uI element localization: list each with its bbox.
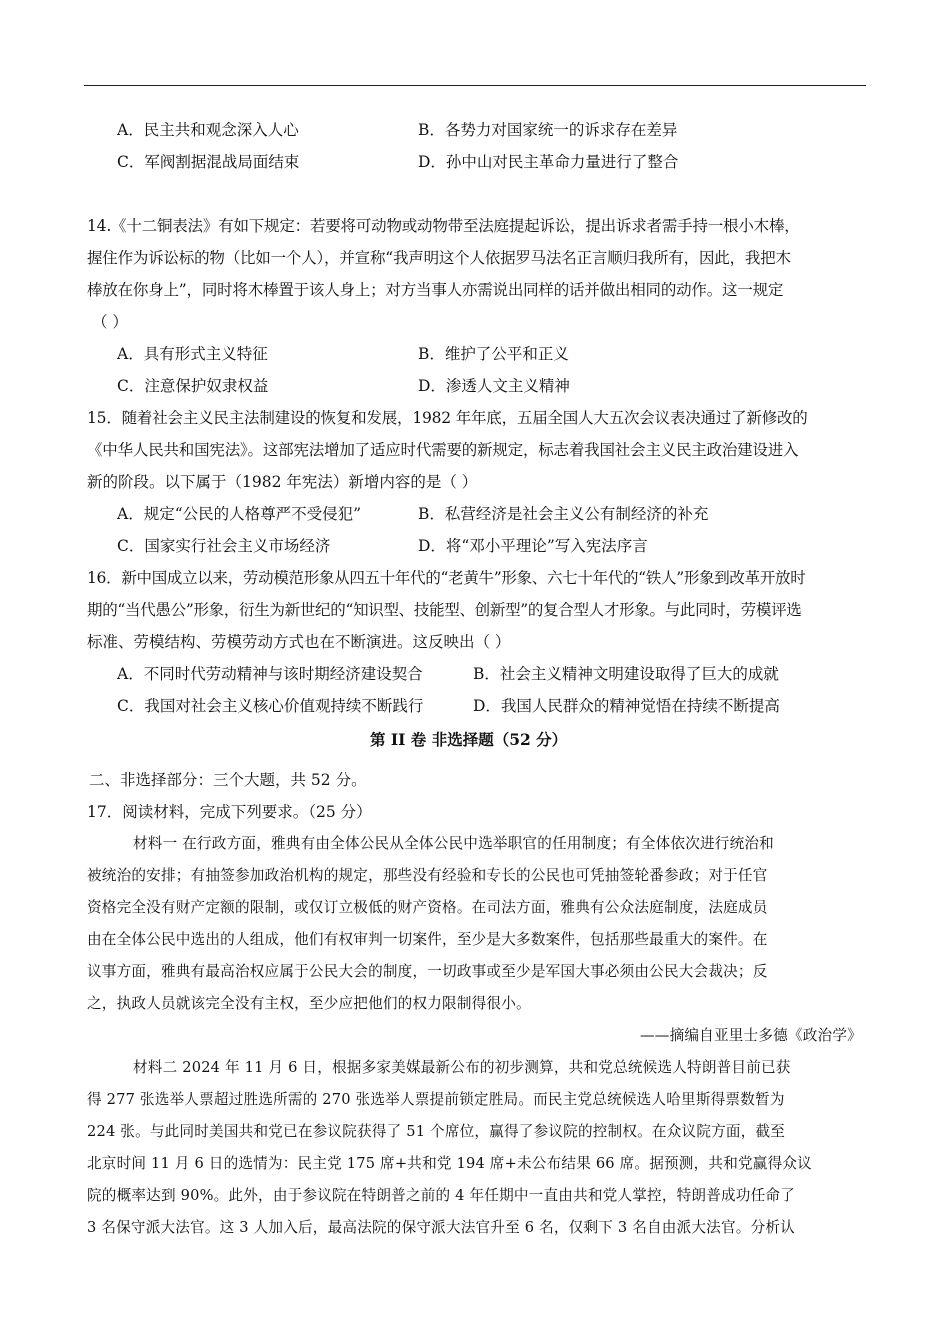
q15-option-b: B．私营经济是社会主义公有制经济的补充 xyxy=(418,505,709,523)
q13-option-a: A．民主共和观念深入人心 xyxy=(117,121,299,139)
q16-option-b: B．社会主义精神文明建设取得了巨大的成就 xyxy=(473,665,779,683)
material1-source: ——摘编自亚里士多德《政治学》 xyxy=(640,1027,862,1044)
q14-option-b: B．维护了公平和正义 xyxy=(418,345,569,363)
section-intro: 二、非选择部分：三个大题，共 52 分。 xyxy=(89,771,367,789)
material2-line: 材料二 2024 年 11 月 6 日，根据多家美媒最新公布的初步测算，共和党总统候选人特朗普目前已获 xyxy=(133,1059,791,1076)
q15-stem-line: 15．随着社会主义民主法制建设的恢复和发展，1982 年年底，五届全国人大五次会议表决通过了新修改的 xyxy=(87,409,808,427)
material1-line: 之，执政人员就该完全没有主权，至少应把他们的权力限制得很小。 xyxy=(87,995,531,1012)
section-title: 第 II 卷 非选择题（52 分） xyxy=(370,730,568,749)
q17-stem: 17．阅读材料，完成下列要求。（25 分） xyxy=(87,803,372,821)
q14-stem-line: 棒放在你身上”，同时将木棒置于该人身上；对方当事人亦需说出同样的话并做出相同的动作。这一规定 xyxy=(87,281,784,299)
q15-option-c: C．国家实行社会主义市场经济 xyxy=(117,537,331,555)
q15-option-a: A．规定“公民的人格尊严不受侵犯” xyxy=(117,505,362,523)
q13-option-d: D．孙中山对民主革命力量进行了整合 xyxy=(418,153,679,171)
material1-line: 资格完全没有财产定额的限制，或仅订立极低的财产资格。在司法方面，雅典有公众法庭制度，法庭成员 xyxy=(87,899,768,916)
q13-option-c: C．军阀割据混战局面结束 xyxy=(117,153,300,171)
material2-line: 3 名保守派大法官。这 3 人加入后，最高法院的保守派大法官升至 6 名，仅剩下 3 名自由派大法官。分析认 xyxy=(87,1219,795,1236)
q14-option-a: A．具有形式主义特征 xyxy=(117,345,268,363)
q15-option-d: D．将“邓小平理论”写入宪法序言 xyxy=(418,537,648,555)
q16-option-d: D．我国人民群众的精神觉悟在持续不断提高 xyxy=(473,697,780,715)
q16-stem-line: 标准、劳模结构、劳模劳动方式也在不断演进。这反映出（ ） xyxy=(87,633,511,651)
q14-option-c: C．注意保护奴隶权益 xyxy=(117,377,269,395)
q14-stem-line: （ ） xyxy=(92,313,128,331)
q16-stem-line: 16．新中国成立以来，劳动模范形象从四五十年代的“老黄牛”形象、六七十年代的“铁人”形象到改革开放时 xyxy=(87,569,806,587)
q14-option-d: D．渗透人文主义精神 xyxy=(418,377,570,395)
material2-line: 224 张。与此同时美国共和党已在参议院获得了 51 个席位，赢得了参议院的控制权。在众议院方面，截至 xyxy=(87,1123,786,1140)
q16-stem-line: 期的“当代愚公”形象，衍生为新世纪的“知识型、技能型、创新型”的复合型人才形象。与此同时，劳模评选 xyxy=(87,601,802,619)
q14-stem-line: 握住作为诉讼标的物（比如一个人），并宣称“我声明这个人依据罗马法名正言顺归我所有，因此，我把木 xyxy=(87,249,791,267)
header-rule xyxy=(84,85,866,86)
q15-stem-line: 新的阶段。以下属于（1982 年宪法）新增内容的是（ ） xyxy=(87,473,478,491)
q16-option-c: C．我国对社会主义核心价值观持续不断践行 xyxy=(117,697,424,715)
material1-line: 议事方面，雅典有最高治权应属于公民大会的制度，一切政事或至少是军国大事必须由公民大会裁决；反 xyxy=(87,963,768,980)
material2-line: 院的概率达到 90%。此外，由于参议院在特朗普之前的 4 年任期中一直由共和党人掌控，特朗普成功任命了 xyxy=(87,1187,795,1204)
q16-option-a: A．不同时代劳动精神与该时期经济建设契合 xyxy=(117,665,423,683)
material2-line: 北京时间 11 月 6 日的选情为：民主党 175 席+共和党 194 席+未公布结果 66 席。据预测，共和党赢得众议 xyxy=(87,1155,812,1172)
material1-line: 材料一 在行政方面，雅典有由全体公民从全体公民中选举职官的任用制度；有全体依次进行统治和 xyxy=(133,835,774,852)
q14-stem-line: 14.《十二铜表法》有如下规定：若要将可动物或动物带至法庭提起诉讼，提出诉求者需手持一根小木棒， xyxy=(87,217,800,235)
q15-stem-line: 《中华人民共和国宪法》。这部宪法增加了适应时代需要的新规定，标志着我国社会主义民主政治建设进入 xyxy=(87,441,799,459)
material1-line: 由在全体公民中选出的人组成，他们有权审判一切案件，至少是大多数案件，包括那些最重大的案件。在 xyxy=(87,931,768,948)
q13-option-b: B．各势力对国家统一的诉求存在差异 xyxy=(418,121,678,139)
material1-line: 被统治的安排；有抽签参加政治机构的规定，那些没有经验和专长的公民也可凭抽签轮番参政；对于任官 xyxy=(87,867,768,884)
material2-line: 得 277 张选举人票超过胜选所需的 270 张选举人票提前锁定胜局。而民主党总统候选人哈里斯得票数暂为 xyxy=(87,1091,785,1108)
